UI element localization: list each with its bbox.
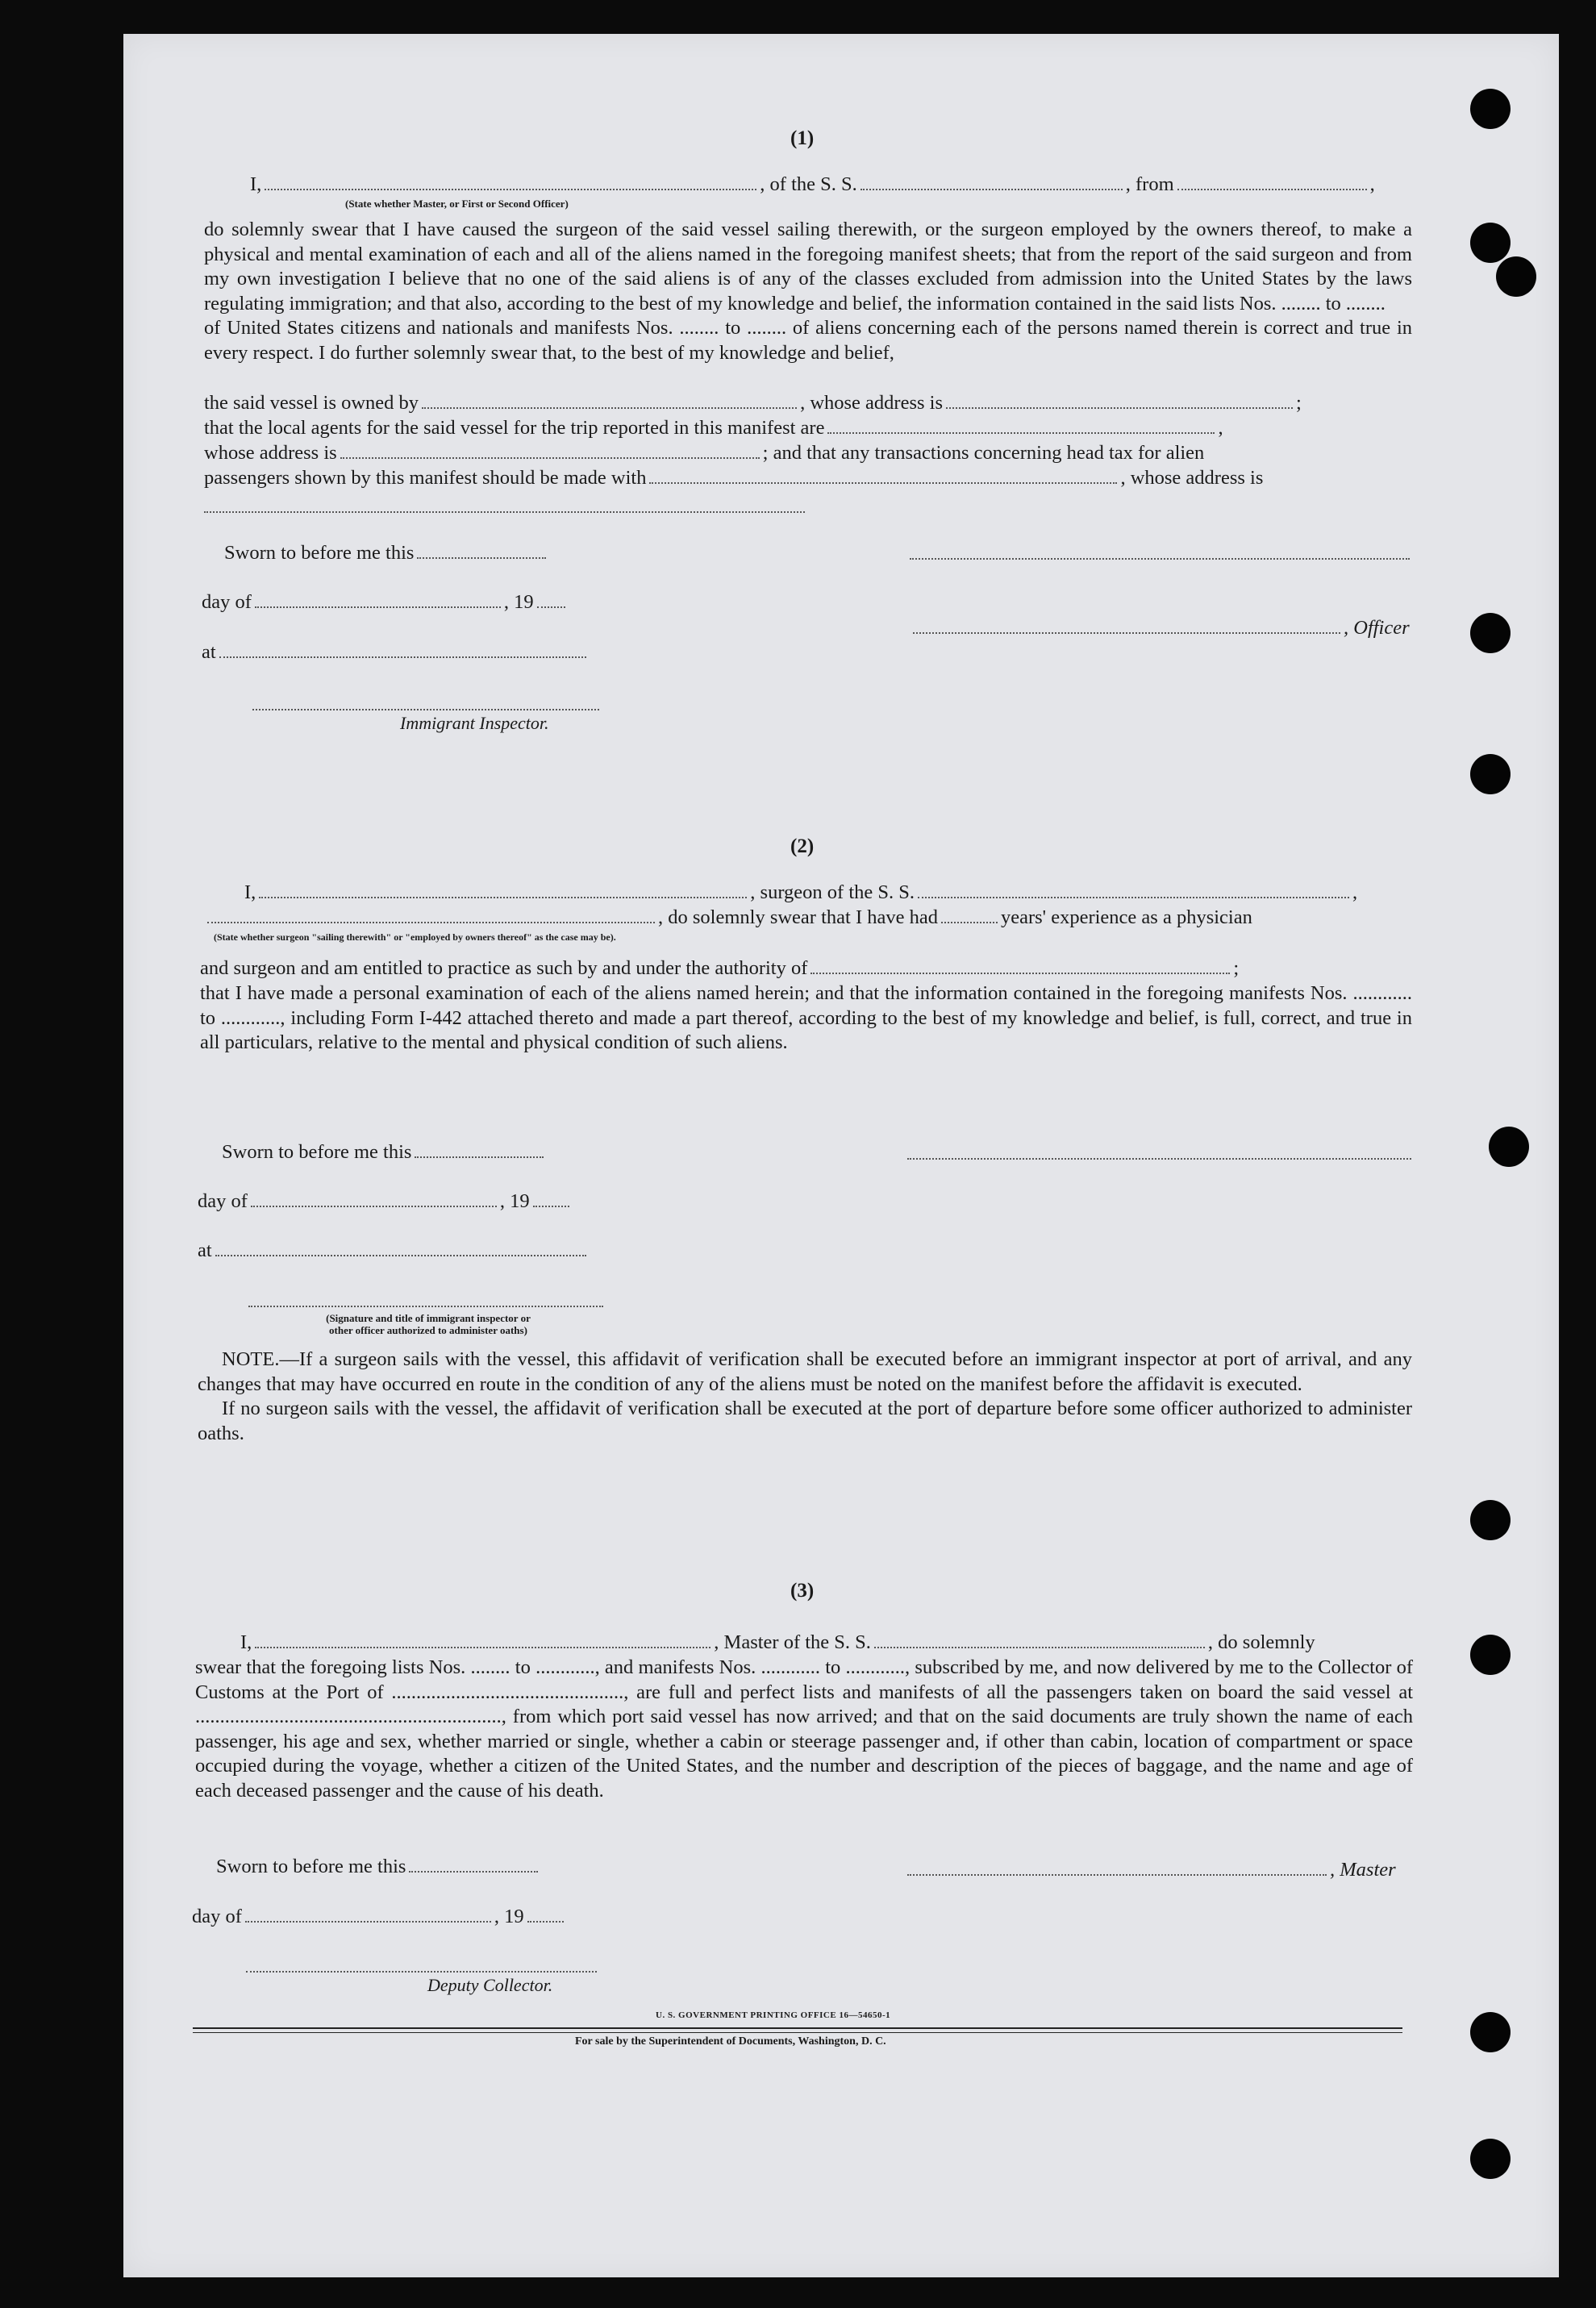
section-1-title: (1)	[790, 127, 815, 149]
sec1-semicolon: ;	[1295, 392, 1302, 414]
sec1-agent-address-line	[204, 441, 1204, 465]
officer-label: , Officer	[1344, 617, 1410, 639]
sec3-i-label: I,	[240, 1631, 252, 1653]
sec2-surgeon-note: (State whether surgeon "sailing therewith" or "employed by owners thereof" as the case may be).	[214, 931, 616, 943]
sec1-at-field[interactable]	[219, 642, 586, 658]
sec1-at-line	[202, 640, 590, 664]
owned-by-label: the said vessel is owned by	[204, 392, 419, 414]
sec2-inspector-signature-field[interactable]	[248, 1304, 603, 1307]
sec1-year-field[interactable]	[537, 592, 565, 608]
sec2-comma: ,	[1352, 881, 1358, 903]
agent-address-label: whose address is	[204, 442, 337, 464]
owner-address-label: , whose address is	[800, 392, 943, 414]
footer-rule	[193, 2027, 1402, 2029]
sec3-body-paragraph	[195, 1656, 1413, 1803]
sec1-agents-line	[204, 416, 1223, 440]
sec1-body-1: do solemnly swear that I have caused the surgeon of the said vessel sailing therewith, or the surgeon employed by the owners thereof, to make a physical and mental examination of each and all of the aliens named in the foregoing manifest sheets; that from the report of the said surgeon and from my own investigation I believe that no one of the said aliens is of any of the classes excluded from admission into the United States by the laws regulating immigration; and that also, according to the best of my knowledge and belief, the information contained in the said lists Nos. ........ to ........	[204, 219, 1412, 315]
punch-hole	[1470, 1635, 1511, 1675]
sec3-day-of-label: day of	[192, 1906, 242, 1927]
sec1-officer-line	[250, 173, 1375, 197]
master-name-field[interactable]	[255, 1632, 710, 1648]
sec1-sworn-line	[224, 541, 549, 565]
sec1-year-label: , 19	[503, 591, 534, 613]
punch-hole	[1489, 1127, 1529, 1167]
sec2-practice-line	[200, 956, 1239, 981]
contact-address-field[interactable]	[204, 510, 805, 513]
sec1-sworn-day-field[interactable]	[417, 543, 546, 559]
sec2-swear-label: , do solemnly swear that I have had	[658, 906, 938, 928]
sec2-note-1: NOTE.—If a surgeon sails with the vessel, this affidavit of verification shall be executed before an immigrant inspector at port of arrival, and any changes that may have occurred en route in the condition of any of the aliens must be noted on the manifest before the affidavit is executed.	[198, 1348, 1412, 1395]
sec1-sworn-label: Sworn to before me this	[224, 542, 415, 564]
punch-hole	[1496, 256, 1536, 297]
punch-hole	[1470, 2012, 1511, 2052]
sec2-sworn-day-field[interactable]	[415, 1142, 544, 1158]
sig-note-line-2: other officer authorized to administer oaths)	[329, 1324, 527, 1336]
sec2-body: that I have made a personal examination of each of the aliens named herein; and that the information contained in the foregoing manifests Nos. ............ to ............, including Form I-442 attached thereto and made a part thereof, according to the best of my knowledge and belief, is full, correct, and true in all particulars, relative to the mental and physical condition of such aliens.	[200, 982, 1412, 1053]
sec3-month-field[interactable]	[245, 1906, 491, 1923]
sec2-at-line	[198, 1239, 590, 1263]
years-experience-label: years' experience as a physician	[1000, 906, 1252, 928]
punch-hole	[1470, 1500, 1511, 1540]
sec1-signature-field[interactable]	[910, 556, 1410, 560]
sec1-day-of-label: day of	[202, 591, 252, 613]
sec2-at-label: at	[198, 1239, 212, 1261]
sec3-sworn-line	[216, 1855, 541, 1879]
sec2-ship-field[interactable]	[918, 882, 1349, 898]
solemnly-label: , do solemnly	[1207, 1631, 1315, 1653]
deputy-collector-label: Deputy Collector.	[427, 1975, 553, 1995]
gpo-imprint: U. S. GOVERNMENT PRINTING OFFICE 16—54650-1	[656, 2010, 891, 2020]
agents-field[interactable]	[827, 418, 1215, 434]
inspector-signature-field[interactable]	[252, 707, 599, 710]
section-2-title: (2)	[790, 835, 815, 857]
contact-address-label: , whose address is	[1120, 467, 1264, 489]
sec1-passengers-line	[204, 466, 1263, 490]
section-3-title: (3)	[790, 1580, 815, 1602]
sec1-at-label: at	[202, 641, 216, 663]
sec1-day-line	[202, 590, 569, 614]
sec1-comma-2: ,	[1218, 417, 1223, 439]
head-tax-contact-field[interactable]	[649, 468, 1117, 484]
sec2-month-field[interactable]	[251, 1191, 497, 1207]
sec2-signature-note	[259, 1312, 598, 1336]
sec3-master-sig-line	[904, 1858, 1396, 1882]
officer-rank-field[interactable]	[265, 174, 756, 190]
document-page	[123, 34, 1559, 2277]
sec2-sworn-line	[222, 1140, 547, 1164]
sec3-sworn-label: Sworn to before me this	[216, 1856, 406, 1877]
sec3-master-line	[240, 1631, 1315, 1655]
sale-notice: For sale by the Superintendent of Documents, Washington, D. C.	[575, 2035, 886, 2048]
sec1-body-2: of United States citizens and nationals and manifests Nos. ........ to ........ of aliens concerning each of the persons named therein is correct and true in every respect. I do further solemnly swear that, to the best of my knowledge and belief,	[204, 317, 1412, 364]
sec3-year-label: , 19	[494, 1906, 524, 1927]
sec3-day-line	[192, 1905, 567, 1929]
sec1-of-ss-label: , of the S. S.	[760, 173, 857, 195]
sec1-oath-paragraph	[204, 218, 1412, 365]
punch-hole	[1470, 223, 1511, 263]
sec2-body-paragraph	[200, 981, 1412, 1056]
sec2-year-field[interactable]	[533, 1191, 569, 1207]
agents-label: that the local agents for the said vessel for the trip reported in this manifest are	[204, 417, 825, 439]
sec2-day-of-label: day of	[198, 1190, 248, 1212]
head-tax-label: ; and that any transactions concerning head tax for alien	[762, 442, 1205, 464]
sec1-owner-line	[204, 391, 1302, 415]
sec3-body: swear that the foregoing lists Nos. ........ to ............, and manifests Nos. ............ to ............, subscribed by me, and now delivered by me to the Collector of Customs at the Port of ..............................................., are full and perfect lists and manifests of all the passengers taken on board the said vessel at .............................................................., from which port said vessel has now arrived; and that on the said documents are truly shown the name of each passenger, his age and sex, whether married or single, whether a cabin or steerage passenger and, if other than cabin, location of compartment or space occupied during the voyage, whether a citizen of the United States, and the number and description of the pieces of baggage, and the name and age of each deceased passenger and the cause of his death.	[195, 1656, 1413, 1802]
ship-name-field[interactable]	[861, 174, 1123, 190]
authority-field[interactable]	[811, 958, 1230, 974]
master-signature-field[interactable]	[907, 1860, 1327, 1876]
owner-address-field[interactable]	[946, 393, 1293, 409]
deputy-signature-field[interactable]	[246, 1969, 597, 1973]
agent-address-field[interactable]	[340, 443, 760, 459]
sec2-surgeon-line	[244, 881, 1357, 905]
sec2-year-label: , 19	[499, 1190, 530, 1212]
sec1-officer-note: (State whether Master, or First or Second Officer)	[345, 198, 569, 210]
years-experience-field[interactable]	[941, 907, 998, 923]
practice-label: and surgeon and am entitled to practice as such by and under the authority of	[200, 957, 808, 979]
sec1-i-label: I,	[250, 173, 262, 195]
punch-hole	[1470, 613, 1511, 653]
sec1-month-field[interactable]	[255, 592, 501, 608]
immigrant-inspector-label: Immigrant Inspector.	[400, 713, 549, 733]
sec2-day-line	[198, 1189, 573, 1214]
sec1-comma: ,	[1369, 173, 1375, 195]
surgeon-type-field[interactable]	[207, 907, 655, 923]
footer-rule-2	[193, 2032, 1402, 2033]
punch-hole	[1470, 89, 1511, 129]
sec3-year-field[interactable]	[527, 1906, 564, 1923]
punch-hole	[1470, 754, 1511, 794]
sec2-sworn-label: Sworn to before me this	[222, 1141, 412, 1163]
sec2-experience-line	[204, 906, 1252, 930]
sec1-from-label: , from	[1125, 173, 1174, 195]
sec2-signature-field[interactable]	[907, 1156, 1411, 1160]
sec3-sworn-day-field[interactable]	[409, 1856, 538, 1873]
sec2-i-label: I,	[244, 881, 256, 903]
surgeon-name-field[interactable]	[259, 882, 747, 898]
sec2-note-paragraph	[198, 1348, 1412, 1446]
sec2-semicolon: ;	[1233, 957, 1240, 979]
master-label: , Master	[1330, 1859, 1396, 1881]
master-of-label: , Master of the S. S.	[714, 1631, 871, 1653]
from-port-field[interactable]	[1177, 174, 1367, 190]
officer-signature-field[interactable]	[913, 618, 1340, 634]
sec1-officer-sig-line	[910, 616, 1410, 640]
sec2-note-2: If no surgeon sails with the vessel, the affidavit of verification shall be executed at the port of departure before some officer authorized to administer oaths.	[198, 1398, 1412, 1444]
sec2-at-field[interactable]	[215, 1240, 586, 1256]
passengers-label: passengers shown by this manifest should be made with	[204, 467, 647, 489]
owner-field[interactable]	[422, 393, 797, 409]
punch-hole	[1470, 2139, 1511, 2179]
surgeon-of-label: , surgeon of the S. S.	[750, 881, 915, 903]
sec3-ship-field[interactable]	[874, 1632, 1205, 1648]
sig-note-line-1: (Signature and title of immigrant inspector or	[326, 1312, 531, 1324]
